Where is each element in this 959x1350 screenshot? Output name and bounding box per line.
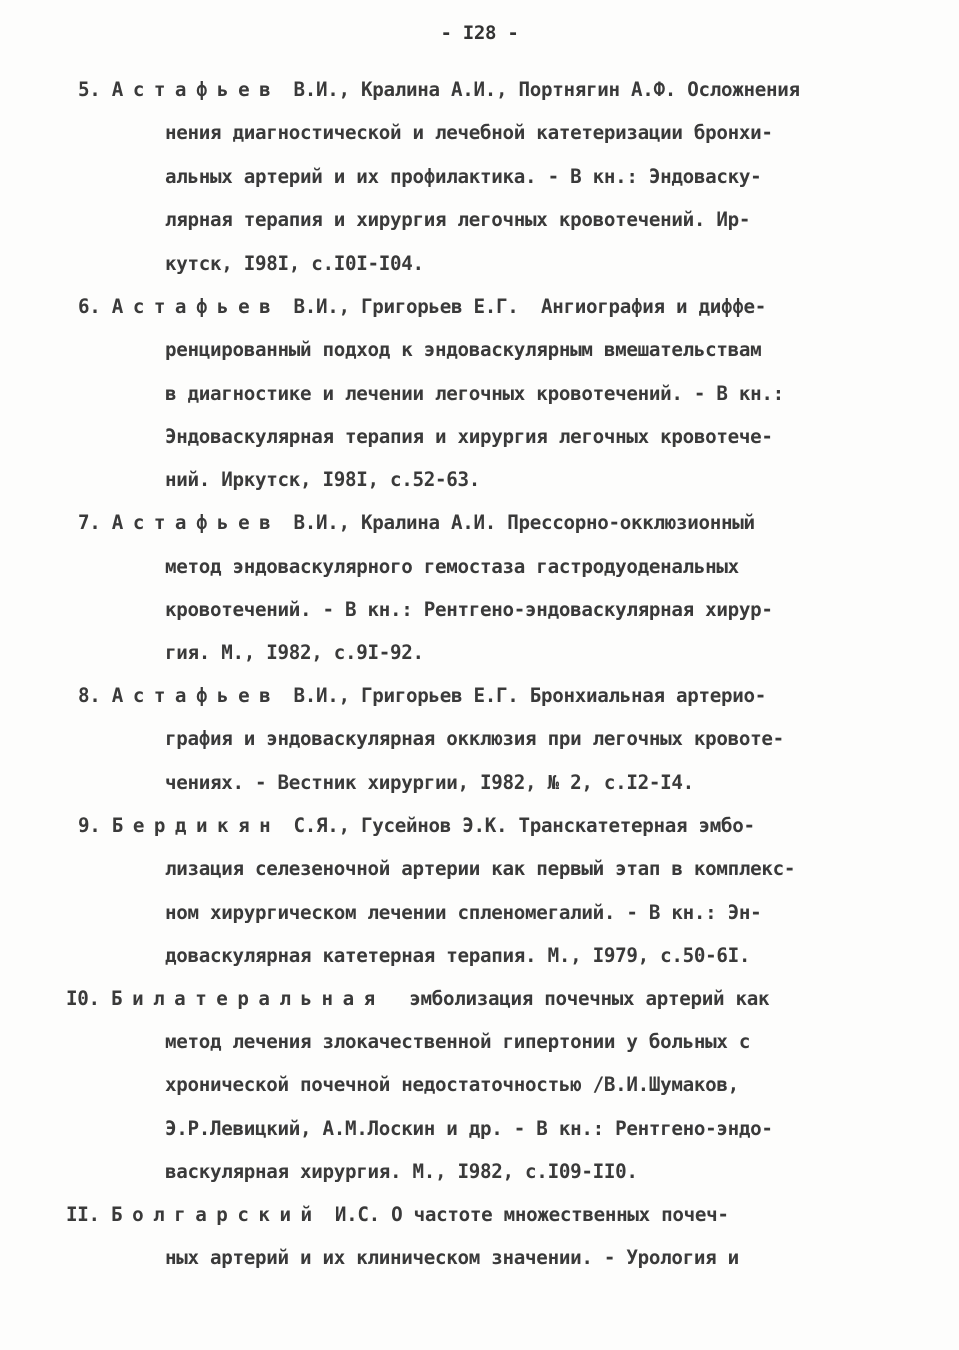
entry-number: I0. bbox=[66, 987, 100, 1010]
entry-text-line: ном хирургическом лечении спленомегалий. - В кн.: Эн- bbox=[165, 901, 762, 924]
entry-text-line: Эндоваскулярная терапия и хирургия легочных кровотече- bbox=[165, 425, 773, 448]
entry-number: 5. bbox=[78, 78, 101, 101]
entry-text-line: С.Я., Гусейнов Э.К. Транскатетерная эмбо- bbox=[293, 814, 755, 837]
entry-author: Астафьев bbox=[111, 78, 281, 101]
entry-number: II. bbox=[66, 1203, 100, 1226]
entry-text-line: ных артерий и их клиническом значении. - Урология и bbox=[165, 1246, 739, 1269]
entry-text-line: метод эндоваскулярного гемостаза гастродуоденальных bbox=[165, 555, 739, 578]
entry-text-line: васкулярная хирургия. М., I982, с.I09-II0. bbox=[165, 1160, 638, 1183]
entry-text-line: лизация селезеночной артерии как первый этап в комплекс- bbox=[165, 857, 796, 880]
entry-text-line: Э.Р.Левицкий, А.М.Лоскин и др. - В кн.: Рентгено-эндо- bbox=[165, 1117, 773, 1140]
entry-number: 8. bbox=[78, 684, 101, 707]
entry-author: Бердикян bbox=[111, 814, 281, 837]
entry-number: 9. bbox=[78, 814, 101, 837]
entry-8-first-line bbox=[78, 681, 766, 711]
entry-text-line: ренцированный подход к эндоваскулярным вмешательствам bbox=[165, 338, 762, 361]
entry-text-line: ний. Иркутск, I98I, с.52-63. bbox=[165, 468, 481, 491]
entry-author: Астафьев bbox=[111, 684, 281, 707]
entry-9-first-line bbox=[78, 811, 755, 841]
entry-text-line: нения диагностической и лечебной катетеризации бронхи- bbox=[165, 121, 773, 144]
entry-text-line: В.И., Григорьев Е.Г. Ангиография и диффе- bbox=[293, 295, 767, 318]
entry-author: Болгарский bbox=[111, 1203, 322, 1226]
entry-text-line: В.И., Кралина А.И. Прессорно-окклюзионный bbox=[293, 511, 755, 534]
entry-number: 6. bbox=[78, 295, 101, 318]
entry-text-line: хронической почечной недостаточностью /В.И.Шумаков, bbox=[165, 1073, 739, 1096]
entry-text-line: альных артерий и их профилактика. - В кн.: Эндоваску- bbox=[165, 165, 762, 188]
entry-text-line: кровотечений. - В кн.: Рентгено-эндоваскулярная хирур- bbox=[165, 598, 773, 621]
entry-10-first-line bbox=[66, 984, 769, 1014]
entry-text-line: доваскулярная катетерная терапия. М., I979, с.50-6I. bbox=[165, 944, 751, 967]
entry-text-line: И.С. О частоте множественных почеч- bbox=[334, 1203, 729, 1226]
entry-5-first-line bbox=[78, 75, 800, 105]
entry-11-first-line bbox=[66, 1200, 729, 1230]
entry-author: Астафьев bbox=[111, 511, 281, 534]
entry-7-first-line bbox=[78, 508, 755, 538]
entry-text-line: графия и эндоваскулярная окклюзия при легочных кровоте- bbox=[165, 727, 784, 750]
entry-number: 7. bbox=[78, 511, 101, 534]
entry-text-line: чениях. - Вестник хирургии, I982, № 2, с.I2-I4. bbox=[165, 771, 694, 794]
entry-author: Билатеральная bbox=[111, 987, 385, 1010]
entry-text-line: метод лечения злокачественной гипертонии у больных с bbox=[165, 1030, 751, 1053]
entry-author: Астафьев bbox=[111, 295, 281, 318]
entry-text-line: эмболизация почечных артерий как bbox=[409, 987, 770, 1010]
entry-text-line: лярная терапия и хирургия легочных кровотечений. Ир- bbox=[165, 208, 751, 231]
page-number: - I28 - bbox=[440, 22, 519, 44]
entry-text-line: в диагностике и лечении легочных кровотечений. - В кн.: bbox=[165, 382, 784, 405]
entry-text-line: гия. М., I982, с.9I-92. bbox=[165, 641, 424, 664]
entry-6-first-line bbox=[78, 292, 766, 322]
entry-text-line: В.И., Кралина А.И., Портнягин А.Ф. Осложнения bbox=[293, 78, 800, 101]
entry-text-line: В.И., Григорьев Е.Г. Бронхиальная артерио- bbox=[293, 684, 767, 707]
entry-text-line: кутск, I98I, с.I0I-I04. bbox=[165, 252, 424, 275]
